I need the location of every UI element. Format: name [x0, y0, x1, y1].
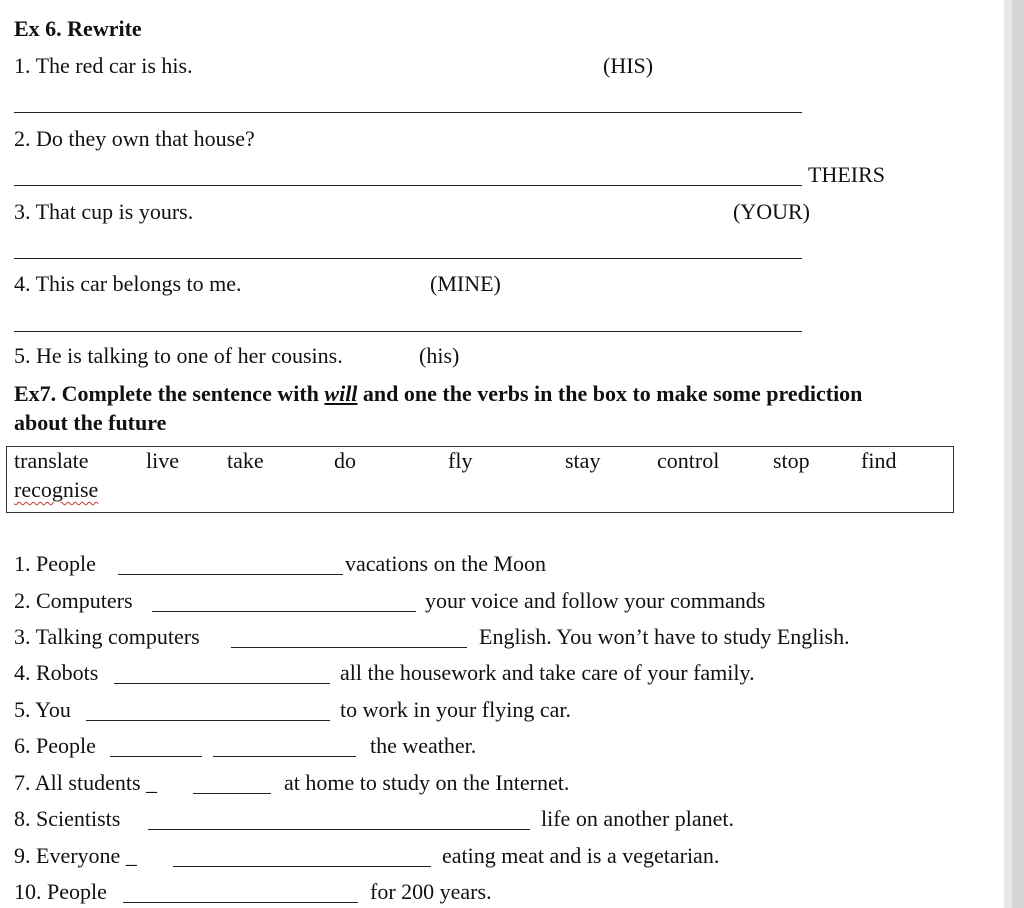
ex6-item-1: 1. The red car is his.: [14, 53, 193, 78]
ex7-blank-1[interactable]: [118, 574, 343, 575]
ex6-item-5: 5. He is talking to one of her cousins.: [14, 343, 343, 368]
verb-stay: stay: [565, 448, 601, 473]
ex7-blank-2[interactable]: [152, 611, 416, 612]
verb-fly: fly: [448, 448, 473, 473]
ex7-sentence-5-start: 5. You: [14, 697, 71, 722]
ex7-sentence-5-end: to work in your flying car.: [340, 697, 571, 722]
ex6-answer-line-2[interactable]: [14, 185, 802, 186]
ex7-sentence-1-start: 1. People: [14, 551, 96, 576]
ex7-sentence-2-end: your voice and follow your commands: [425, 588, 766, 613]
ex7-blank-6b[interactable]: [213, 756, 356, 757]
ex7-title: [14, 381, 862, 407]
verb-control: control: [657, 448, 720, 473]
ex6-item-3: 3. That cup is yours.: [14, 199, 194, 224]
ex7-blank-3[interactable]: [231, 647, 467, 648]
verb-take: take: [227, 448, 264, 473]
page-scroll-margin: [1012, 0, 1024, 908]
ex7-blank-6a[interactable]: [110, 756, 202, 757]
ex6-hint-4: (MINE): [430, 271, 501, 296]
ex7-blank-4[interactable]: [114, 683, 330, 684]
verb-do: do: [334, 448, 356, 473]
verb-live: live: [146, 448, 179, 473]
ex7-sentence-3-end: English. You won’t have to study English.: [479, 624, 850, 649]
ex7-blank-7[interactable]: [193, 793, 271, 794]
ex6-answer-line-4[interactable]: [14, 331, 802, 332]
ex7-sentence-8-end: life on another planet.: [541, 806, 735, 831]
ex7-title-start: Ex7. Complete the sentence with: [14, 381, 325, 406]
ex7-sentence-7-start: 7. All students _: [14, 770, 158, 795]
ex7-sentence-7-end: at home to study on the Internet.: [284, 770, 570, 795]
ex7-sentence-9-end: eating meat and is a vegetarian.: [442, 843, 720, 868]
ex7-title-keyword: will: [324, 381, 358, 406]
ex6-answer-line-1[interactable]: [14, 112, 802, 113]
ex7-sentence-2-start: 2. Computers: [14, 588, 133, 613]
ex7-blank-10[interactable]: [123, 902, 358, 903]
verb-recognise: recognise: [14, 477, 99, 502]
ex7-blank-9[interactable]: [173, 866, 431, 867]
ex6-hint-1: (HIS): [603, 53, 654, 78]
verb-find: find: [861, 448, 897, 473]
ex7-sentence-1-end: vacations on the Moon: [345, 551, 547, 576]
ex6-item-2: 2. Do they own that house?: [14, 126, 255, 151]
ex7-title-line2: about the future: [14, 410, 167, 435]
ex7-sentence-4-end: all the housework and take care of your family.: [340, 660, 755, 685]
ex7-sentence-4-start: 4. Robots: [14, 660, 99, 685]
ex7-sentence-6-start: 6. People: [14, 733, 96, 758]
ex6-title: Ex 6. Rewrite: [14, 16, 142, 41]
ex6-answer-line-3[interactable]: [14, 258, 802, 259]
ex7-title-end: and one the verbs in the box to make some prediction: [357, 381, 863, 406]
ex7-blank-5[interactable]: [86, 720, 330, 721]
ex7-sentence-9-start: 9. Everyone _: [14, 843, 137, 868]
verb-stop: stop: [773, 448, 810, 473]
ex7-sentence-10-end: for 200 years.: [370, 879, 492, 904]
ex6-hint-5: (his): [419, 343, 460, 368]
ex7-sentence-10-start: 10. People: [14, 879, 107, 904]
verb-translate: translate: [14, 448, 89, 473]
ex6-hint-3: (YOUR): [733, 199, 810, 224]
page-edge-shadow: [1004, 0, 1012, 908]
ex7-sentence-8-start: 8. Scientists: [14, 806, 121, 831]
ex7-sentence-6-end: the weather.: [370, 733, 477, 758]
ex6-hint-2: THEIRS: [808, 162, 885, 187]
ex7-sentence-3-start: 3. Talking computers: [14, 624, 200, 649]
ex6-item-4: 4. This car belongs to me.: [14, 271, 242, 296]
ex7-blank-8[interactable]: [148, 829, 530, 830]
